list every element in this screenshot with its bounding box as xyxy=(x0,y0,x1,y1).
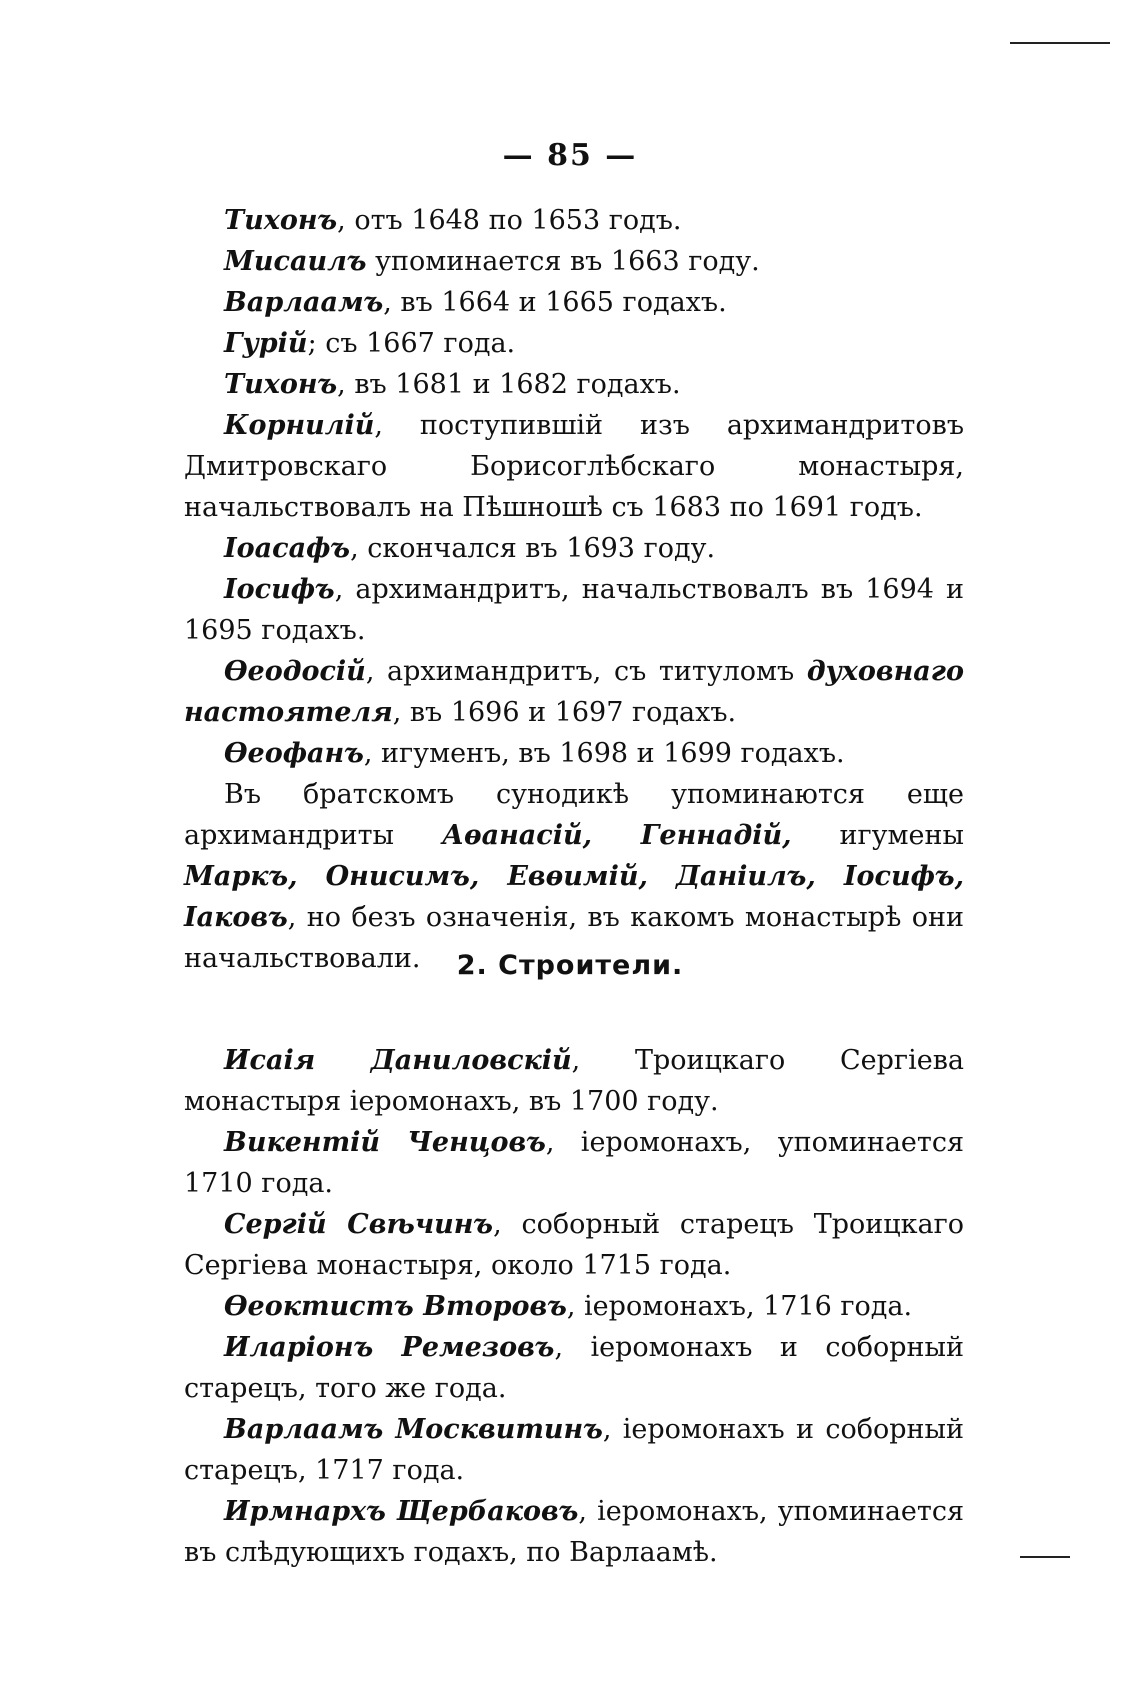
entry-text: , іеромонахъ, упоминается въ слѣдующихъ годахъ, по Варлаамѣ. xyxy=(184,1496,964,1568)
entry-name: Викентій Ченцовъ xyxy=(224,1127,546,1158)
entry-text: упоминается въ 1663 году. xyxy=(366,246,760,277)
synodik-paragraph xyxy=(184,774,964,979)
entry-paragraph-theodosius xyxy=(184,651,964,733)
builders-list xyxy=(184,1040,964,1573)
entry-name: Іосифъ xyxy=(224,574,335,605)
entry-text: , въ 1681 и 1682 годахъ. xyxy=(337,369,681,400)
entry-name: Гурій xyxy=(224,328,308,359)
entry-paragraph xyxy=(184,1204,964,1286)
entry-text: , іеромонахъ, 1716 года. xyxy=(566,1291,913,1322)
entry-paragraph xyxy=(184,1409,964,1491)
entry-text: , Троицкаго Сергіева монастыря іеромонахъ, въ 1700 году. xyxy=(184,1045,964,1117)
entry-text: , іеромонахъ и соборный старецъ, того же года. xyxy=(184,1332,964,1404)
entry-paragraph xyxy=(184,1040,964,1122)
section-heading: 2. Строители. xyxy=(456,950,684,981)
entry-text: ; съ 1667 года. xyxy=(307,328,516,359)
entry-name: Корнилій xyxy=(224,410,375,441)
bottom-rule xyxy=(1020,1556,1070,1558)
entry-paragraph xyxy=(184,241,964,282)
entry-text: , іеромонахъ и соборный старецъ, 1717 года. xyxy=(184,1414,964,1486)
entry-name: Иларіонъ Ремезовъ xyxy=(224,1332,555,1363)
synodik-text: , но безъ означенія, въ какомъ монастырѣ они начальствовали. xyxy=(184,902,964,974)
entry-paragraph xyxy=(184,1327,964,1409)
entry-paragraph xyxy=(184,1122,964,1204)
entry-paragraph xyxy=(184,200,964,241)
entry-paragraph xyxy=(184,569,964,651)
entry-name: Іоасафъ xyxy=(224,533,351,564)
entry-text: , въ 1664 и 1665 годахъ. xyxy=(383,287,727,318)
entry-text: , архимандритъ, начальствовалъ въ 1694 и 1695 годахъ. xyxy=(184,574,964,646)
entry-name: Ѳеодосій xyxy=(224,656,366,687)
synodik-text: Въ братскомъ сунодикѣ упоминаются еще архимандриты xyxy=(184,779,964,851)
entry-name: Варлаамъ Москвитинъ xyxy=(224,1414,603,1445)
entry-name: Ирмнархъ Щербаковъ xyxy=(224,1496,579,1527)
abbots-list xyxy=(184,200,964,979)
entry-emphasis: духовнаго настоятеля xyxy=(184,656,964,728)
entry-paragraph xyxy=(184,323,964,364)
entry-name: Варлаамъ xyxy=(224,287,384,318)
entry-paragraph xyxy=(184,282,964,323)
entry-text: , іеромонахъ, упоминается 1710 года. xyxy=(184,1127,964,1199)
entry-text: , въ 1696 и 1697 годахъ. xyxy=(392,697,737,728)
entry-paragraph xyxy=(184,364,964,405)
entry-paragraph xyxy=(184,1491,964,1573)
entry-text: , архимандритъ, съ титуломъ xyxy=(365,656,807,687)
entry-paragraph xyxy=(184,528,964,569)
entry-name: Тихонъ xyxy=(224,205,338,236)
entry-text: , отъ 1648 по 1653 годъ. xyxy=(337,205,682,236)
entry-text: , поступившій изъ архимандритовъ Дмитровскаго Борисоглѣбскаго монастыря, начальствовалъ на Пѣшношѣ съ 1683 по 1691 годъ. xyxy=(184,410,964,523)
entry-name: Ѳеофанъ xyxy=(224,738,364,769)
entry-text: , скончался въ 1693 году. xyxy=(350,533,716,564)
entry-text: , соборный старецъ Троицкаго Сергіева монастыря, около 1715 года. xyxy=(184,1209,964,1281)
entry-name: Тихонъ xyxy=(224,369,338,400)
entry-paragraph xyxy=(184,1286,964,1327)
synodik-text: игумены xyxy=(791,820,964,851)
page-number: — 85 — xyxy=(502,138,638,173)
entry-name: Сергій Свѣчинъ xyxy=(224,1209,494,1240)
entry-paragraph-theophan xyxy=(184,733,964,774)
entry-name: Мисаилъ xyxy=(224,246,367,277)
synodik-names: Аѳанасій, Геннадій, xyxy=(442,820,792,851)
entry-name: Ѳеоктистъ Второвъ xyxy=(224,1291,567,1322)
synodik-names: Маркъ, Онисимъ, Евѳимій, Даніилъ, Іосифъ, Іаковъ xyxy=(184,861,964,933)
entry-name: Исаія Даниловскій xyxy=(224,1045,572,1076)
top-rule xyxy=(1010,42,1110,44)
entry-paragraph xyxy=(184,405,964,528)
entry-text: , игуменъ, въ 1698 и 1699 годахъ. xyxy=(363,738,845,769)
